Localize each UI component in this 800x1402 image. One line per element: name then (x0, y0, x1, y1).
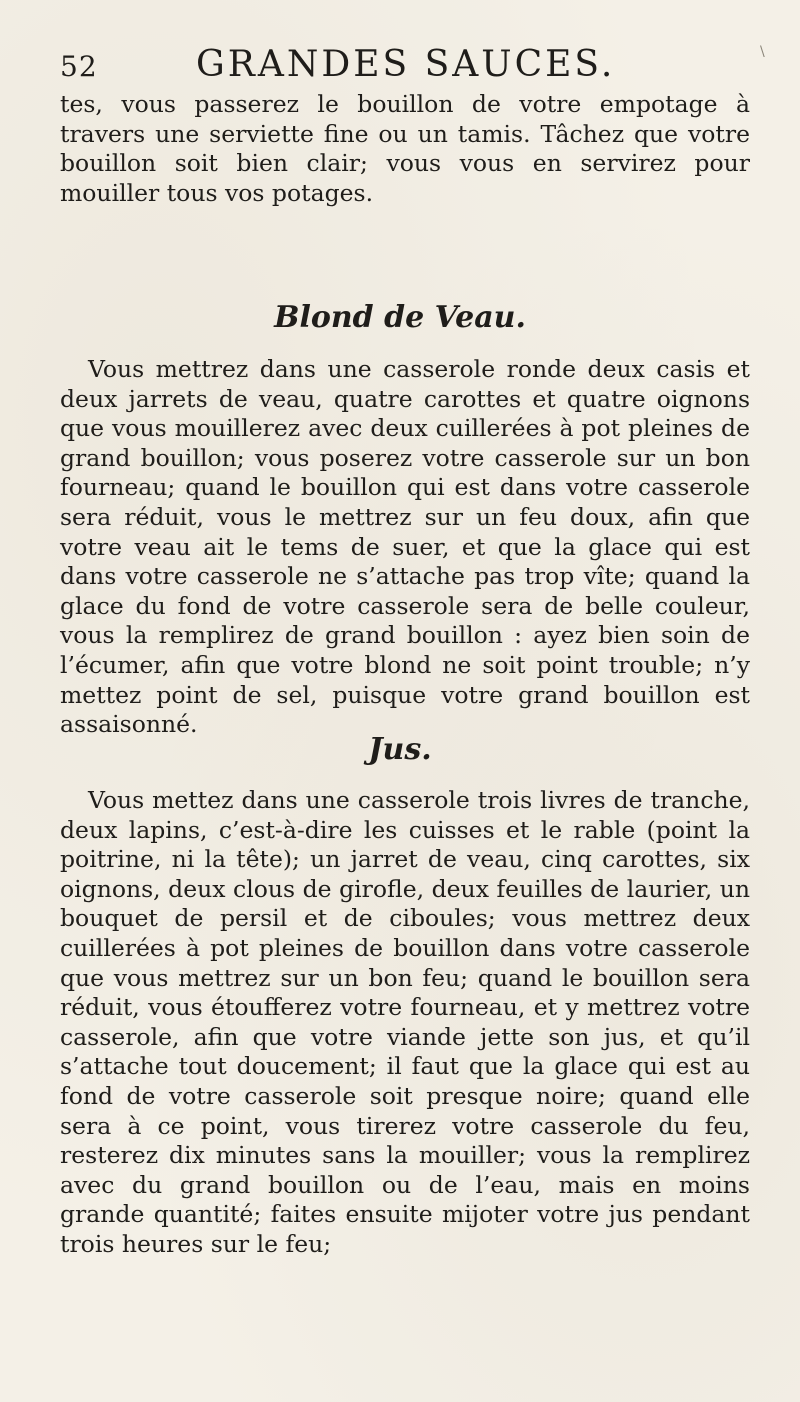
page-header (60, 44, 765, 85)
section-heading-blond-de-veau: Blond de Veau. (274, 300, 526, 335)
corner-mark: \ (760, 44, 765, 60)
paragraph-jus: Vous mettez dans une casserole trois livres de tranche, deux lapins, c’est-à-dire les cuisses et le rable (point la poitrine, ni la tête); un jarret de veau, cinq carottes, six oignons, deux clous de girofle, deux feuilles de laurier, un bouquet de persil et de ciboules; vous mettrez deux cuillerées à pot pleines de bouillon dans votre casserole que vous mettrez sur un bon feu; quand le bouillon sera réduit, vous étoufferez votre fourneau, et y mettrez votre casserole, afin que votre viande jette son jus, et qu’il s’attache tout doucement; il faut que la glace qui est au fond de votre casserole soit presque noire; quand elle sera à ce point, vous tirerez votre casserole du feu, resterez dix minutes sans la mouiller; vous la remplirez avec du grand bouillon ou de l’eau, mais en moins grande quantité; faites ensuite mijoter votre jus pendant trois heures sur le feu; (60, 786, 750, 1258)
paragraph-blond-de-veau: Vous mettrez dans une casserole ronde deux casis et deux jarrets de veau, quatre carottes et quatre oignons que vous mouillerez avec deux cuillerées à pot pleines de grand bouillon; vous poserez votre casserole sur un bon fourneau; quand le bouillon qui est dans votre casserole sera réduit, vous le mettrez sur un feu doux, afin que votre veau ait le tems de suer, et que la glace qui est dans votre casserole ne s’attache pas trop vîte; quand la glace du fond de votre casserole sera de belle couleur, vous la remplirez de grand bouillon : ayez bien soin de l’écumer, afin que votre blond ne soit point trouble; n’y mettez point de sel, puisque votre grand bouillon est assaisonné. (60, 355, 750, 739)
paragraph-continuation: tes, vous passerez le bouillon de votre empotage à travers une serviette fine ou un tamis. Tâchez que votre bouillon soit bien clair; vous vous en servirez pour mouiller tous vos potages. (60, 90, 750, 207)
page-number: 52 (60, 50, 98, 83)
section-heading-jus: Jus. (368, 732, 432, 767)
running-head: GRANDES SAUCES. (196, 44, 616, 85)
